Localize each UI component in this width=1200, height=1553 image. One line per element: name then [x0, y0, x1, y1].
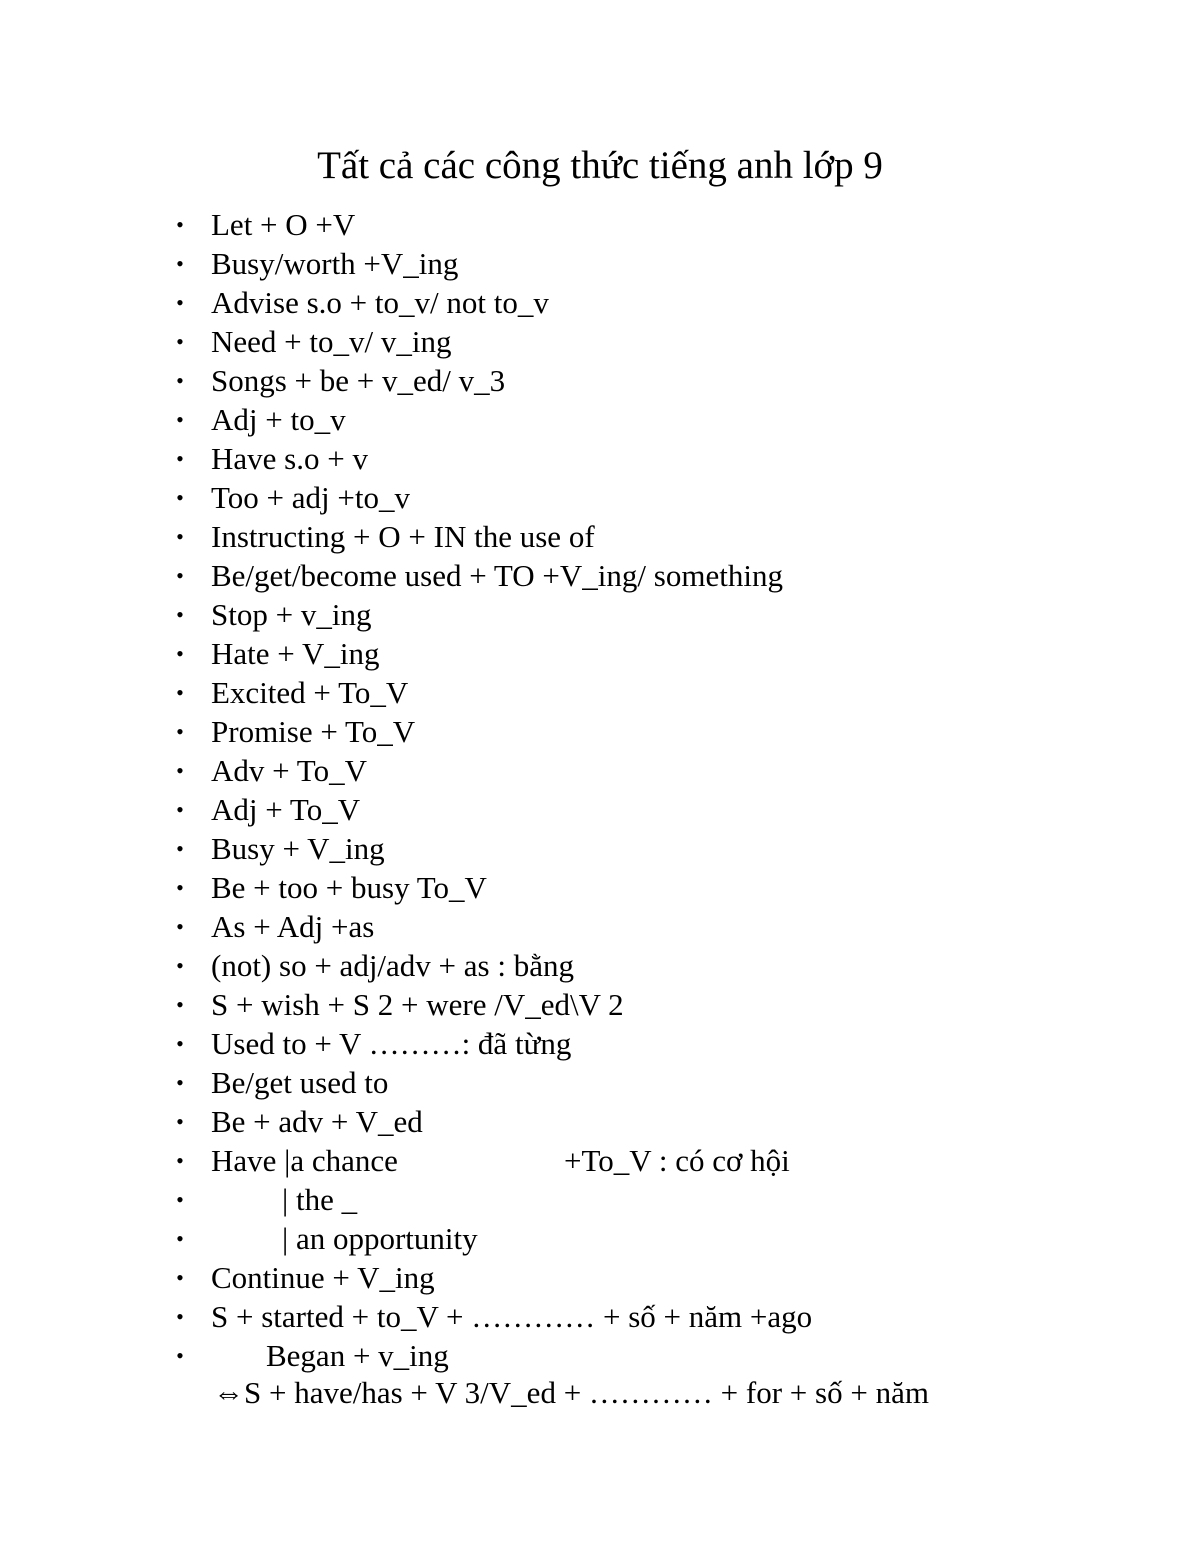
list-item-chance — [0, 1141, 1200, 1180]
list-item-text: Busy + V_ing — [211, 831, 385, 866]
bullet-icon: • — [176, 1304, 184, 1329]
bullet-icon: • — [176, 1187, 184, 1212]
list-item-text: Stop + v_ing — [211, 597, 372, 632]
list-item-text: Let + O +V — [211, 207, 356, 242]
bullet-icon: • — [176, 1031, 184, 1056]
bullet-icon: • — [176, 1109, 184, 1134]
bullet-icon: • — [176, 290, 184, 315]
list-item-text: Continue + V_ing — [211, 1260, 435, 1295]
list-item — [0, 1180, 1200, 1219]
bullet-icon: • — [176, 875, 184, 900]
list-item — [0, 790, 1200, 829]
list-item — [0, 361, 1200, 400]
bullet-icon: • — [176, 368, 184, 393]
list-item — [0, 907, 1200, 946]
list-item-text: Be/get/become used + TO +V_ing/ something — [211, 558, 783, 593]
bullet-icon: • — [176, 836, 184, 861]
list-item — [0, 478, 1200, 517]
bullet-icon: • — [176, 797, 184, 822]
bullet-icon: • — [176, 563, 184, 588]
list-item — [0, 283, 1200, 322]
bullet-icon: • — [176, 485, 184, 510]
bullet-icon: • — [176, 524, 184, 549]
list-item-text: Began + v_ing — [266, 1338, 449, 1373]
list-item-text: Advise s.o + to_v/ not to_v — [211, 285, 549, 320]
bullet-icon: • — [176, 329, 184, 354]
bullet-icon: • — [176, 212, 184, 237]
list-item-text: Too + adj +to_v — [211, 480, 410, 515]
list-item-text: Busy/worth +V_ing — [211, 246, 459, 281]
bullet-icon: • — [176, 251, 184, 276]
list-item — [0, 1063, 1200, 1102]
bullet-icon: • — [176, 1343, 184, 1368]
bullet-icon: • — [176, 1148, 184, 1173]
bullet-icon: • — [176, 914, 184, 939]
list-item — [0, 205, 1200, 244]
bullet-icon: • — [176, 641, 184, 666]
bullet-icon: • — [176, 602, 184, 627]
bullet-icon: • — [176, 719, 184, 744]
list-item-text: Adj + To_V — [211, 792, 361, 827]
list-item-text: Songs + be + v_ed/ v_3 — [211, 363, 506, 398]
list-item — [0, 517, 1200, 556]
list-item — [0, 439, 1200, 478]
list-item — [0, 1336, 1200, 1375]
list-item-text: Hate + V_ing — [211, 636, 380, 671]
list-item — [0, 946, 1200, 985]
bullet-icon: • — [176, 407, 184, 432]
list-item-text: Have |a chance — [211, 1143, 398, 1178]
list-item-text: S + started + to_V + ………… + số + năm +ago — [211, 1299, 813, 1334]
list-item-text: Be + adv + V_ed — [211, 1104, 423, 1139]
formula-list — [0, 205, 1200, 1375]
list-item — [0, 985, 1200, 1024]
list-item — [0, 595, 1200, 634]
list-item — [0, 1258, 1200, 1297]
list-item — [0, 712, 1200, 751]
bullet-icon: • — [176, 1070, 184, 1095]
list-item — [0, 1219, 1200, 1258]
list-item — [0, 829, 1200, 868]
list-item-text: Have s.o + v — [211, 441, 368, 476]
bullet-icon: • — [176, 446, 184, 471]
bullet-icon: • — [176, 1265, 184, 1290]
list-item-text: Adv + To_V — [211, 753, 367, 788]
bullet-icon: • — [176, 758, 184, 783]
list-item-meaning: +To_V : có cơ hội — [564, 1143, 790, 1178]
list-item-text: (not) so + adj/adv + as : bằng — [211, 948, 574, 983]
list-item — [0, 322, 1200, 361]
list-item — [0, 634, 1200, 673]
bullet-icon: • — [176, 992, 184, 1017]
bullet-icon: • — [176, 953, 184, 978]
list-item — [0, 1102, 1200, 1141]
list-item-text: Adj + to_v — [211, 402, 346, 437]
list-item-text: Instructing + O + IN the use of — [211, 519, 595, 554]
list-item — [0, 1024, 1200, 1063]
list-item-text: | the _ — [282, 1182, 358, 1217]
list-item-text: Promise + To_V — [211, 714, 416, 749]
list-item — [0, 868, 1200, 907]
list-item-text: Excited + To_V — [211, 675, 409, 710]
list-item-text: Be + too + busy To_V — [211, 870, 487, 905]
equivalence-line: ⇔S + have/has + V 3/V_ed + ………… + for + số + năm — [213, 1375, 929, 1410]
list-item — [0, 556, 1200, 595]
list-item — [0, 1297, 1200, 1336]
list-item-text: S + wish + S 2 + were /V_ed\V 2 — [211, 987, 624, 1022]
list-item — [0, 751, 1200, 790]
bullet-icon: • — [176, 1226, 184, 1251]
bullet-icon: • — [176, 680, 184, 705]
list-item — [0, 673, 1200, 712]
list-item-text: As + Adj +as — [211, 909, 375, 944]
list-item-text: Need + to_v/ v_ing — [211, 324, 452, 359]
list-item-text: Used to + V ………: đã từng — [211, 1026, 572, 1061]
document-title: Tất cả các công thức tiếng anh lớp 9 — [317, 144, 883, 187]
list-item-text: | an opportunity — [282, 1221, 478, 1256]
list-item-text: Be/get used to — [211, 1065, 389, 1100]
list-item — [0, 400, 1200, 439]
list-item — [0, 244, 1200, 283]
